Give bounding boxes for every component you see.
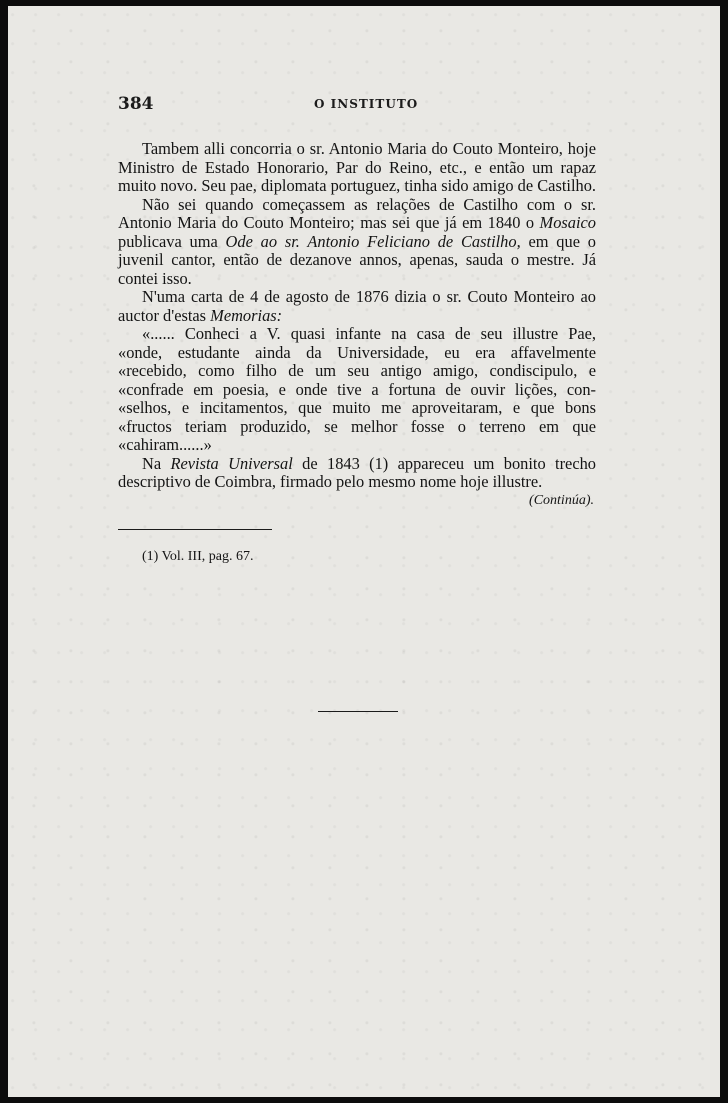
end-rule xyxy=(318,711,398,712)
letter-quote xyxy=(118,325,596,344)
paragraph-1: Tambem alli concorria o sr. Antonio Maria do Couto Monteiro, hoje Ministro de Estado Honorario, Par do Reino, etc., e então um rapaz muito novo. Seu pae, diplomata portuguez, tinha sido amigo de Castilho. xyxy=(118,139,596,195)
paragraph-2 xyxy=(118,196,596,289)
italic-title-memorias: Memorias: xyxy=(210,305,283,325)
text-run: N'uma carta de 4 de agosto de 1876 dizia o sr. Couto Monteiro ao auctor d'estas xyxy=(118,287,596,325)
text-run: de 1843 (1) appareceu um bonito trecho descriptivo de Coimbra, firmado pelo mesmo nome hoje illustre. xyxy=(118,453,596,491)
italic-title-ode: Ode ao sr. Antonio Feliciano de Castilho, xyxy=(225,231,521,251)
continua-note: (Continúa). xyxy=(529,492,594,508)
letter-quote-continued xyxy=(118,344,596,455)
quote-line: «...... Conheci a V. quasi infante na casa de seu illustre Pae, xyxy=(142,324,596,343)
quote-line: «cahiram......» xyxy=(118,435,212,454)
page-header xyxy=(118,94,598,116)
text-run: em que o juvenil cantor, então de dezanove annos, apenas, sauda o mestre. Já contei isso. xyxy=(118,231,596,288)
footnote-rule xyxy=(118,529,272,530)
running-title: O INSTITUTO xyxy=(314,97,419,111)
footnote: (1) Vol. III, pag. 67. xyxy=(142,549,254,564)
paragraph-4 xyxy=(118,455,596,492)
italic-title-mosaico: Mosaico xyxy=(539,213,596,232)
paragraph-3 xyxy=(118,288,596,325)
italic-title-revista: Revista Universal xyxy=(170,453,293,473)
quote-line: «selhos, e incitamentos, que muito me aproveitaram, e que bons xyxy=(118,398,596,417)
quote-line: «recebido, como filho de um seu antigo amigo, condiscipulo, e xyxy=(118,361,596,380)
page-body xyxy=(118,140,596,510)
quote-line: «onde, estudante ainda da Universidade, eu era affavelmente xyxy=(118,342,596,362)
quote-line: «fructos teriam produzido, se melhor fosse o terreno em que xyxy=(118,416,596,436)
quote-line: «confrade em poesia, e onde tive a fortuna de ouvir lições, con- xyxy=(118,379,596,399)
text-run: Não sei quando começassem as relações de Castilho com o sr. Antonio Maria do Couto Monteiro; mas sei que já em 1840 o xyxy=(118,194,596,232)
page-number: 384 xyxy=(118,94,154,114)
text-run: Na xyxy=(142,453,171,473)
text-run: publicava uma xyxy=(118,231,226,251)
